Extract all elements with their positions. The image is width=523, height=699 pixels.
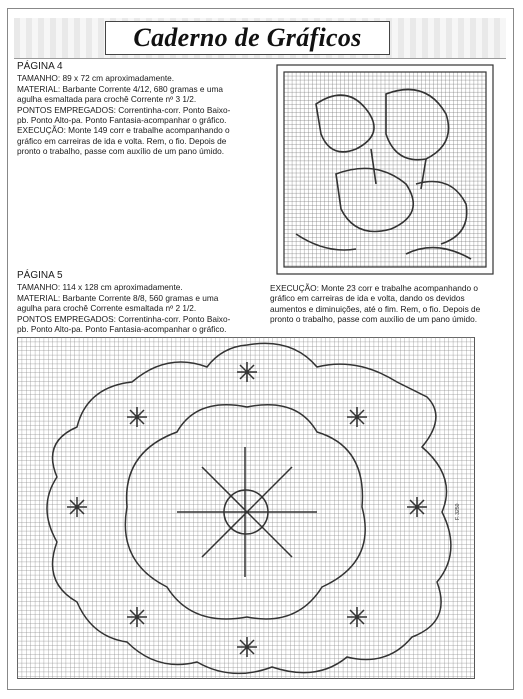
pagina5-section: [17, 271, 262, 334]
pagina4-heading: PÁGINA 4: [17, 61, 63, 72]
pagina5-line: agulha para crochê Corrente esmaltada nº 2 1/2.: [17, 303, 197, 314]
pagina4-line: agulha esmaltada para crochê Corrente nº 3 1/2.: [17, 94, 197, 105]
pagina5-exec-line: gráfico em carreiras de ida e volta, dando os devidos: [270, 293, 465, 304]
chart-caption: F. 3250: [455, 503, 461, 520]
pagina5-heading: PÁGINA 5: [17, 270, 63, 281]
filet-chart-small: [276, 64, 494, 275]
chart-frame: [18, 338, 475, 679]
pagina4-section: [17, 62, 267, 157]
filet-chart-large: [17, 337, 475, 679]
pagina4-line: TAMANHO: 89 x 72 cm aproximadamente.: [17, 73, 175, 84]
pagina4-line: gráfico em carreiras de ida e volta. Rem, o fio. Depois de: [17, 135, 227, 146]
pagina4-line: pronto o trabalho, passe com auxílio de um pano úmido.: [17, 146, 225, 157]
title-box: [105, 21, 390, 55]
pagina4-line: EXECUÇÃO: Monte 149 corr e trabalhe acompanhando o: [17, 125, 230, 136]
pagina5-line: PONTOS EMPREGADOS: Correntinha-corr. Ponto Baixo-: [17, 313, 231, 324]
pagina5-exec-line: EXECUÇÃO: Monte 23 corr e trabalhe acompanhando o: [270, 283, 478, 293]
pagina5-line: TAMANHO: 114 x 128 cm aproximadamente.: [17, 282, 183, 293]
pagina5-line: MATERIAL: Barbante Corrente 8/8, 560 gramas e uma: [17, 292, 219, 303]
pagina5-exec-line: aumentos e diminuições, até o fim. Rem, o fio. Depois de: [270, 303, 481, 314]
pagina5-line: pb. Ponto Alto-pa. Ponto Fantasia-acompanhar o gráfico.: [17, 324, 227, 335]
pagina5-execucao: [270, 283, 510, 325]
pagina5-exec-line: pronto o trabalho, passe com auxílio de um pano úmido.: [270, 314, 478, 325]
page-title: Caderno de Gráficos: [133, 23, 362, 52]
pagina4-line: pb. Ponto Alto-pa. Ponto Fantasia-acompanhar o gráfico.: [17, 115, 227, 126]
pagina4-line: MATERIAL: Barbante Corrente 4/12, 680 gramas e uma: [17, 83, 223, 94]
pagina4-line: PONTOS EMPREGADOS: Correntinha-corr. Ponto Baixo-: [17, 104, 231, 115]
